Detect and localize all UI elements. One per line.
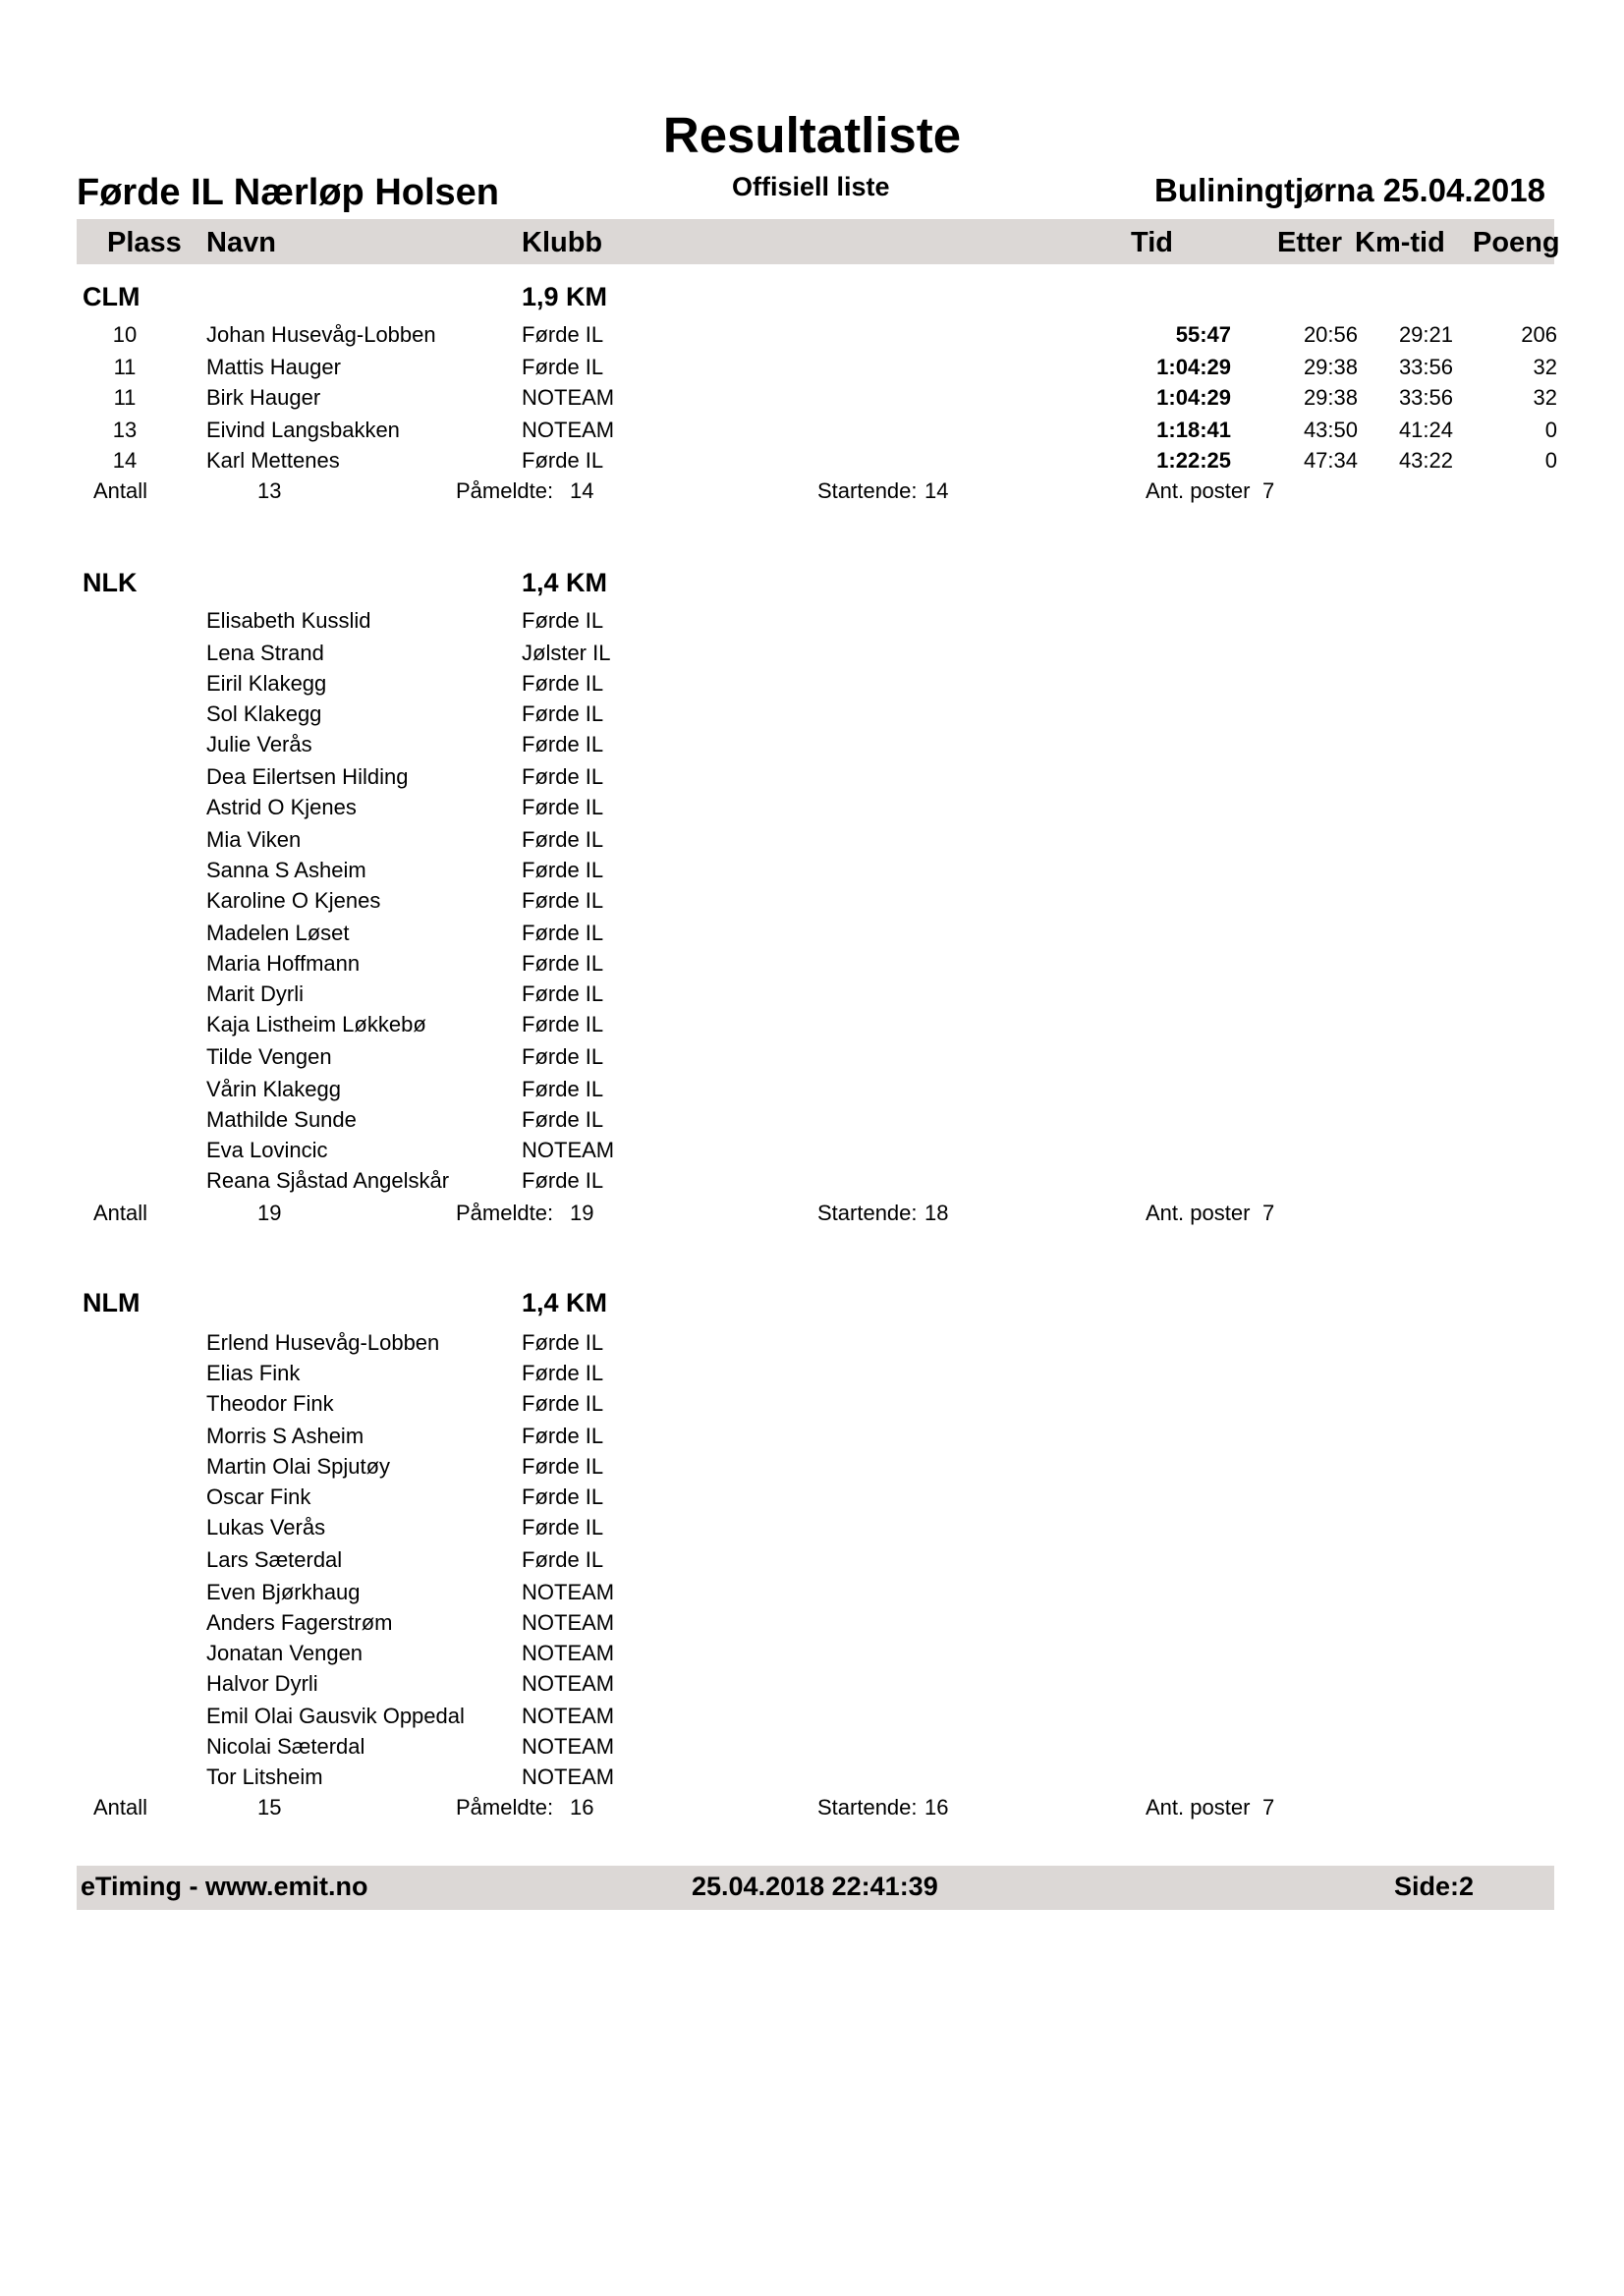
class-summary [0,478,1624,508]
summary-pameldte-value: 19 [570,1201,594,1225]
summary-pameldte-label: Påmeldte: [456,478,554,503]
name-cell: Tilde Vengen [206,1044,332,1069]
name-cell: Birk Hauger [206,385,321,410]
summary-antall-label: Antall [93,1201,148,1225]
summary-pameldte-value: 16 [570,1795,594,1820]
name-cell: Halvor Dyrli [206,1671,318,1696]
club-cell: NOTEAM [522,1641,615,1665]
class-distance: 1,4 KM [522,568,608,597]
club-cell: Førde IL [522,701,604,726]
time-cell: 1:18:41 [1156,418,1231,442]
club-cell: Førde IL [522,322,604,347]
table-row [0,795,1624,824]
name-cell: Lena Strand [206,641,324,665]
event-name: Førde IL Nærløp Holsen [77,172,500,213]
summary-startende-value: 18 [924,1201,949,1225]
club-cell: Førde IL [522,1168,604,1193]
points-cell: 206 [1521,322,1557,347]
table-row [0,981,1624,1011]
club-cell: Førde IL [522,795,604,819]
summary-antall-label: Antall [93,478,148,503]
club-cell: NOTEAM [522,1734,615,1759]
table-row [0,764,1624,794]
behind-cell: 20:56 [1303,322,1358,347]
table-row [0,418,1624,447]
summary-poster-label: Ant. poster [1146,478,1251,503]
table-row [0,1138,1624,1167]
club-cell: NOTEAM [522,385,615,410]
table-row [0,858,1624,887]
summary-pameldte-label: Påmeldte: [456,1795,554,1820]
km-time-cell: 33:56 [1398,355,1453,379]
summary-pameldte-value: 14 [570,478,594,503]
summary-startende-label: Startende: [817,1201,918,1225]
club-cell: NOTEAM [522,1671,615,1696]
list-type: Offisiell liste [732,172,890,201]
name-cell: Anders Fagerstrøm [206,1610,393,1635]
name-cell: Karoline O Kjenes [206,888,381,913]
table-row [0,888,1624,918]
table-row [0,1641,1624,1670]
club-cell: Førde IL [522,1454,604,1479]
name-cell: Theodor Fink [206,1391,334,1416]
name-cell: Sanna S Asheim [206,858,366,882]
name-cell: Morris S Asheim [206,1424,364,1448]
club-cell: Førde IL [522,1077,604,1101]
km-time-cell: 29:21 [1398,322,1453,347]
club-cell: NOTEAM [522,1580,615,1604]
name-cell: Madelen Løset [206,921,350,945]
class-code: NLM [83,1288,140,1317]
class-distance: 1,9 KM [522,282,608,311]
behind-cell: 29:38 [1303,385,1358,410]
table-row [0,1361,1624,1390]
table-row [0,1704,1624,1733]
behind-cell: 43:50 [1303,418,1358,442]
column-header-plass: Plass [107,227,182,258]
club-cell: Førde IL [522,1547,604,1572]
table-row [0,1671,1624,1701]
summary-antall-label: Antall [93,1795,148,1820]
club-cell: Førde IL [522,1330,604,1355]
summary-poster-value: 7 [1262,478,1275,503]
summary-startende-label: Startende: [817,1795,918,1820]
club-cell: Førde IL [522,981,604,1006]
club-cell: Jølster IL [522,641,611,665]
name-cell: Johan Husevåg-Lobben [206,322,436,347]
name-cell: Sol Klakegg [206,701,322,726]
name-cell: Karl Mettenes [206,448,340,473]
column-header-klubb: Klubb [522,227,603,258]
table-row [0,827,1624,857]
time-cell: 55:47 [1175,322,1231,347]
table-row [0,1330,1624,1360]
table-row [0,385,1624,415]
place-cell: 13 [112,418,138,442]
summary-antall-value: 15 [257,1795,282,1820]
name-cell: Eiril Klakegg [206,671,327,696]
table-row [0,1454,1624,1484]
club-cell: Førde IL [522,827,604,852]
column-header-navn: Navn [206,227,276,258]
table-row [0,1044,1624,1074]
footer-page-number: Side:2 [1394,1872,1475,1901]
table-row [0,1764,1624,1794]
club-cell: NOTEAM [522,418,615,442]
summary-poster-label: Ant. poster [1146,1201,1251,1225]
points-cell: 32 [1533,385,1557,410]
name-cell: Erlend Husevåg-Lobben [206,1330,440,1355]
club-cell: Førde IL [522,355,604,379]
column-header-etter: Etter [1277,227,1343,258]
name-cell: Martin Olai Spjutøy [206,1454,391,1479]
club-cell: Førde IL [522,1391,604,1416]
table-row [0,355,1624,384]
club-cell: Førde IL [522,1515,604,1540]
table-row [0,1484,1624,1514]
class-summary [0,1201,1624,1230]
club-cell: Førde IL [522,1361,604,1385]
name-cell: Even Bjørkhaug [206,1580,361,1604]
club-cell: Førde IL [522,951,604,976]
club-cell: Førde IL [522,1484,604,1509]
table-row [0,732,1624,761]
column-header-tid: Tid [1131,227,1173,258]
club-cell: Førde IL [522,448,604,473]
club-cell: NOTEAM [522,1764,615,1789]
summary-antall-value: 13 [257,478,282,503]
name-cell: Eivind Langsbakken [206,418,400,442]
place-cell: 10 [112,322,138,347]
table-row [0,1391,1624,1421]
name-cell: Tor Litsheim [206,1764,323,1789]
place-cell: 14 [112,448,138,473]
table-row [0,641,1624,670]
table-row [0,921,1624,950]
table-row [0,448,1624,477]
name-cell: Oscar Fink [206,1484,311,1509]
table-row [0,671,1624,700]
name-cell: Eva Lovincic [206,1138,328,1162]
time-cell: 1:04:29 [1156,385,1231,410]
column-header-kmtid: Km-tid [1355,227,1445,258]
name-cell: Elisabeth Kusslid [206,608,371,633]
behind-cell: 47:34 [1303,448,1358,473]
name-cell: Astrid O Kjenes [206,795,357,819]
table-row [0,1168,1624,1198]
club-cell: Førde IL [522,732,604,756]
table-row [0,701,1624,731]
club-cell: Førde IL [522,921,604,945]
name-cell: Mia Viken [206,827,302,852]
name-cell: Maria Hoffmann [206,951,361,976]
summary-startende-value: 14 [924,478,949,503]
club-cell: Førde IL [522,1424,604,1448]
club-cell: Førde IL [522,888,604,913]
km-time-cell: 43:22 [1398,448,1453,473]
summary-poster-value: 7 [1262,1795,1275,1820]
table-row [0,951,1624,980]
name-cell: Emil Olai Gausvik Oppedal [206,1704,465,1728]
behind-cell: 29:38 [1303,355,1358,379]
table-row [0,1515,1624,1544]
name-cell: Dea Eilertsen Hilding [206,764,409,789]
points-cell: 0 [1544,418,1557,442]
club-cell: Førde IL [522,1044,604,1069]
time-cell: 1:22:25 [1156,448,1231,473]
club-cell: Førde IL [522,671,604,696]
club-cell: Førde IL [522,764,604,789]
summary-pameldte-label: Påmeldte: [456,1201,554,1225]
table-row [0,1734,1624,1764]
table-row [0,1107,1624,1137]
club-cell: NOTEAM [522,1138,615,1162]
km-time-cell: 33:56 [1398,385,1453,410]
name-cell: Marit Dyrli [206,981,304,1006]
club-cell: NOTEAM [522,1704,615,1728]
venue-date: Buliningtjørna 25.04.2018 [1154,172,1545,208]
footer-timestamp: 25.04.2018 22:41:39 [692,1872,938,1901]
name-cell: Elias Fink [206,1361,301,1385]
name-cell: Lars Sæterdal [206,1547,343,1572]
summary-startende-value: 16 [924,1795,949,1820]
class-summary [0,1795,1624,1824]
class-code: CLM [83,282,140,311]
club-cell: NOTEAM [522,1610,615,1635]
table-row [0,322,1624,352]
doc-title: Resultatliste [662,107,962,163]
table-row [0,1610,1624,1640]
table-row [0,1012,1624,1041]
points-cell: 0 [1544,448,1557,473]
table-row [0,1580,1624,1609]
summary-startende-label: Startende: [817,478,918,503]
table-row [0,1077,1624,1106]
name-cell: Jonatan Vengen [206,1641,364,1665]
club-cell: Førde IL [522,1107,604,1132]
name-cell: Mathilde Sunde [206,1107,357,1132]
summary-poster-value: 7 [1262,1201,1275,1225]
name-cell: Reana Sjåstad Angelskår [206,1168,450,1193]
place-cell: 11 [113,355,137,379]
time-cell: 1:04:29 [1156,355,1231,379]
place-cell: 11 [113,385,137,410]
club-cell: Førde IL [522,608,604,633]
class-code: NLK [83,568,138,597]
club-cell: Førde IL [522,858,604,882]
table-row [0,1424,1624,1453]
club-cell: Førde IL [522,1012,604,1036]
table-row [0,608,1624,638]
name-cell: Mattis Hauger [206,355,341,379]
name-cell: Lukas Verås [206,1515,326,1540]
footer-brand: eTiming - www.emit.no [81,1872,368,1901]
name-cell: Julie Verås [206,732,312,756]
name-cell: Nicolai Sæterdal [206,1734,365,1759]
column-header-poeng: Poeng [1473,227,1560,258]
name-cell: Kaja Listheim Løkkebø [206,1012,426,1036]
points-cell: 32 [1533,355,1557,379]
name-cell: Vårin Klakegg [206,1077,341,1101]
km-time-cell: 41:24 [1398,418,1453,442]
summary-antall-value: 19 [257,1201,282,1225]
summary-poster-label: Ant. poster [1146,1795,1251,1820]
table-row [0,1547,1624,1577]
class-distance: 1,4 KM [522,1288,608,1317]
